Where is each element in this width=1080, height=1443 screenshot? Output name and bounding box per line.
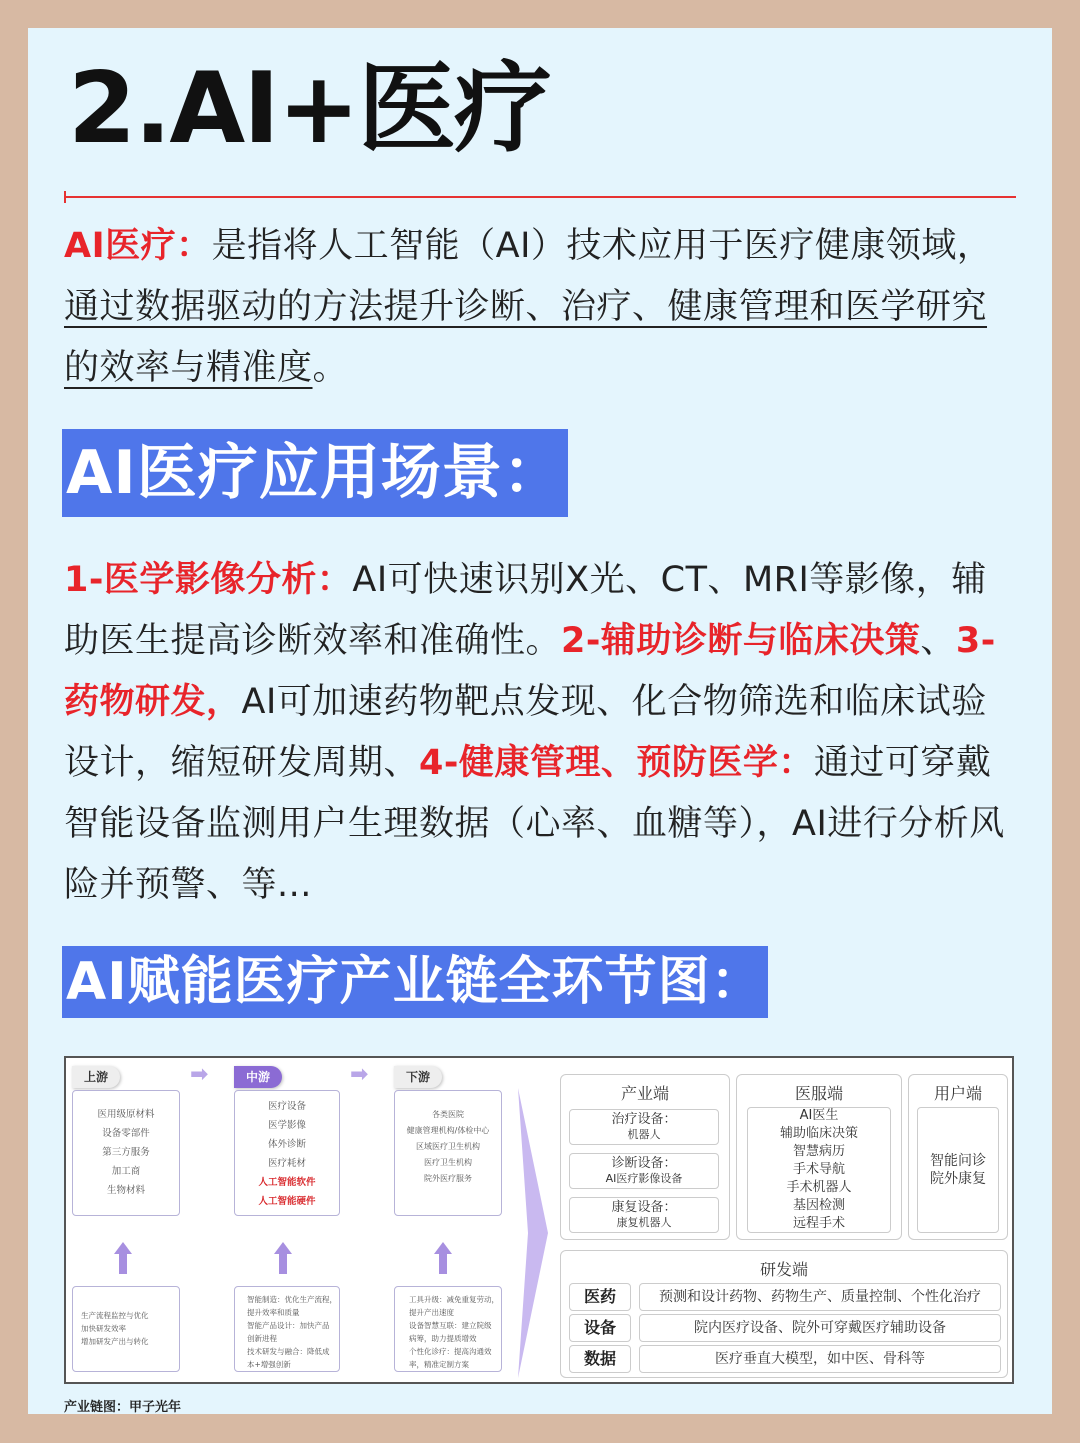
list-item: 医学影像 — [267, 1120, 306, 1131]
scene-separator: 、 — [920, 621, 956, 661]
intro-end: 。 — [312, 348, 349, 388]
list-item: 设备零部件 — [102, 1128, 150, 1139]
section-banner-scenes: AI医疗应用场景： — [62, 429, 568, 517]
medical-panel-title: 医服端 — [794, 1084, 843, 1103]
list-item: 提升产出速度 — [409, 1308, 454, 1317]
list-item-highlight: 人工智能软件 — [258, 1177, 316, 1188]
downstream-notes — [394, 1286, 502, 1372]
list-item: 生物材料 — [106, 1185, 145, 1196]
rd-row-text: 医疗垂直大模型，如中医、骨科等 — [639, 1345, 1001, 1373]
list-item: 医用级原材料 — [97, 1109, 155, 1120]
industry-box — [569, 1109, 719, 1145]
rd-panel — [560, 1250, 1008, 1378]
box-value: AI医疗影像设备 — [605, 1172, 683, 1185]
industry-panel-title: 产业端 — [620, 1084, 669, 1103]
scene-1-title: 1-医学影像分析： — [64, 560, 353, 600]
chevron-right-icon: ➡ — [350, 1062, 369, 1087]
list-item: 创新进程 — [247, 1334, 277, 1343]
list-item: 辅助临床决策 — [779, 1126, 858, 1141]
list-item: 第三方服务 — [102, 1147, 150, 1158]
list-item: 院外康复 — [930, 1171, 986, 1187]
content-card — [28, 28, 1052, 1414]
list-item: 院外医疗服务 — [424, 1174, 472, 1183]
user-panel — [908, 1074, 1008, 1240]
list-item: 医疗耗材 — [267, 1158, 306, 1169]
scene-3-title: 3-药物研发， — [64, 621, 996, 722]
scene-2-title: 2-辅助诊断与临床决策 — [561, 621, 921, 661]
list-item: 基因检测 — [792, 1198, 845, 1213]
list-item: 技术研发与融合：降低成 — [247, 1347, 330, 1356]
list-item: 加工商 — [111, 1166, 141, 1177]
scene-1-text: AI可快速识别X光、CT、MRI等影像，辅助医生提高诊断效率和准确性。 — [64, 560, 987, 661]
rd-panel-title: 研发端 — [759, 1260, 808, 1279]
page-title: 2.AI+医疗 — [68, 52, 550, 166]
industry-box — [569, 1197, 719, 1233]
user-list — [917, 1107, 999, 1233]
intro-paragraph — [64, 216, 1014, 399]
list-item: 智能产品设计：加快产品 — [247, 1321, 330, 1330]
list-item: 医疗卫生机构 — [424, 1158, 472, 1167]
midstream-notes — [234, 1286, 340, 1372]
list-item: 率，精准定制方案 — [409, 1360, 469, 1369]
up-arrow-icon — [274, 1242, 292, 1254]
rd-row-text: 院内医疗设备、院外可穿戴医疗辅助设备 — [639, 1314, 1001, 1342]
list-item: 工具升级：减免重复劳动， — [409, 1295, 499, 1304]
list-item: 病筹，助力提质增效 — [409, 1334, 477, 1343]
box-value: 康复机器人 — [616, 1216, 672, 1229]
box-value: 机器人 — [627, 1128, 661, 1141]
intro-underlined: 通过数据驱动的方法提升诊断、治疗、健康管理和医学研究的效率与精准度 — [64, 287, 988, 388]
list-item: 健康管理机构/体检中心 — [406, 1126, 490, 1135]
up-arrow-stem — [279, 1254, 287, 1274]
title-divider — [64, 196, 1016, 198]
list-item: 智能问诊 — [930, 1153, 986, 1169]
list-item: 生产流程监控与优化 — [81, 1311, 149, 1320]
list-item: AI医生 — [799, 1108, 839, 1123]
box-label: 康复设备： — [611, 1200, 677, 1215]
rd-row-label: 设备 — [569, 1314, 631, 1342]
list-item: 智能制造：优化生产流程， — [247, 1295, 337, 1304]
list-item: 智慧病历 — [792, 1144, 845, 1159]
scene-4-text: 通过可穿戴智能设备监测用户生理数据（心率、血糖等），AI进行分析风险并预警、等... — [64, 743, 1005, 905]
list-item: 医疗设备 — [267, 1101, 306, 1112]
chevron-right-icon: ➡ — [190, 1062, 209, 1087]
list-item: 本+增强创新 — [247, 1360, 291, 1369]
midstream-box — [234, 1090, 340, 1216]
up-arrow-stem — [119, 1254, 127, 1274]
downstream-box — [394, 1090, 502, 1216]
up-arrow-icon — [434, 1242, 452, 1254]
medical-list — [747, 1107, 891, 1233]
intro-text: 是指将人工智能（AI）技术应用于医疗健康领域， — [211, 226, 993, 266]
user-panel-title: 用户端 — [933, 1084, 982, 1103]
list-item: 区域医疗卫生机构 — [416, 1142, 480, 1151]
rd-row-text: 预测和设计药物、药物生产、质量控制、个性化治疗 — [639, 1283, 1001, 1311]
box-label: 诊断设备： — [611, 1156, 677, 1171]
big-right-arrow-icon — [514, 1088, 550, 1378]
scenes-paragraph — [64, 550, 1014, 916]
list-item: 手术机器人 — [786, 1180, 852, 1195]
industry-panel — [560, 1074, 730, 1240]
box-label: 治疗设备： — [611, 1112, 677, 1127]
rd-row-label: 医药 — [569, 1283, 631, 1311]
section-banner-chain: AI赋能医疗产业链全环节图： — [62, 946, 768, 1018]
up-arrow-icon — [114, 1242, 132, 1254]
list-item: 个性化诊疗：提高沟通效 — [409, 1347, 492, 1356]
industry-box — [569, 1153, 719, 1189]
medical-service-panel — [736, 1074, 902, 1240]
list-item: 远程手术 — [792, 1216, 845, 1231]
list-item: 增加研发产出与转化 — [81, 1337, 149, 1346]
list-item: 设备智慧互联：建立院级 — [409, 1321, 492, 1330]
tab-upstream: 上游 — [72, 1066, 120, 1088]
tab-downstream: 下游 — [394, 1066, 442, 1088]
upstream-box — [72, 1090, 180, 1216]
upstream-notes — [72, 1286, 180, 1372]
industry-chain-diagram — [64, 1056, 1014, 1384]
rd-row-label: 数据 — [569, 1345, 631, 1373]
list-item: 体外诊断 — [267, 1139, 306, 1150]
list-item: 加快研发效率 — [81, 1324, 126, 1333]
list-item: 提升效率和质量 — [247, 1308, 300, 1317]
intro-term: AI医疗： — [64, 226, 212, 266]
list-item-highlight: 人工智能硬件 — [258, 1196, 316, 1207]
tab-midstream: 中游 — [234, 1066, 282, 1088]
scene-3-text: AI可加速药物靶点发现、化合物筛选和临床试验设计，缩短研发周期、 — [64, 682, 987, 783]
up-arrow-stem — [439, 1254, 447, 1274]
scene-4-title: 4-健康管理、预防医学： — [419, 743, 814, 783]
list-item: 手术导航 — [792, 1162, 845, 1177]
list-item: 各类医院 — [432, 1110, 464, 1119]
diagram-caption: 产业链图：甲子光年 — [64, 1400, 182, 1415]
